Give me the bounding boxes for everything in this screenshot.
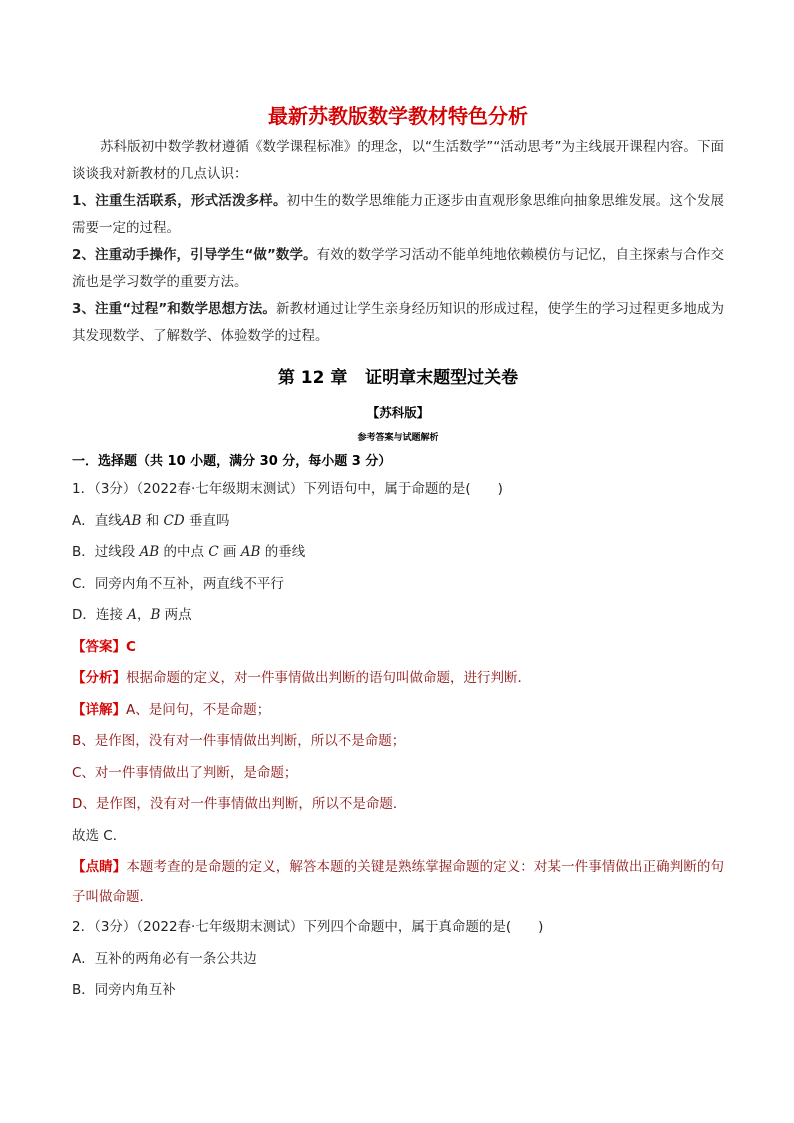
question-1-option-c: C．同旁内角不互补，两直线不平行 <box>72 575 284 592</box>
question-2-stem: 2．（3分）（2022春·七年级期末测试）下列四个命题中，属于真命题的是( ) <box>72 919 544 935</box>
detail-line: A、是问句，不是命题； <box>126 701 271 718</box>
section-heading: 一．选择题（共 10 小题，满分 30 分，每小题 3 分） <box>72 454 392 469</box>
comment-text: 本题考查的是命题的定义，解答本题的关键是熟练掌握命题的定义：对某一件事情做出正确判断的句子叫做命题． <box>72 859 725 905</box>
math-symbol: AB <box>121 512 142 529</box>
question-1-choice: 故选 C． <box>72 827 127 844</box>
question-1-analysis <box>72 663 724 695</box>
detail-line: B、是作图，没有对一件事情做出判断，所以不是命题； <box>72 733 406 749</box>
option-d-text: 两点 <box>160 607 192 623</box>
question-1-option-d <box>72 600 724 632</box>
detail-line: C、对一件事情做出了判断，是命题； <box>72 764 298 781</box>
question-1-answer <box>72 632 724 664</box>
question-2-option-a: A．互补的两角必有一条公共边 <box>72 950 257 967</box>
option-b-text: 的垂线 <box>260 544 306 560</box>
option-a-text: 垂直吗 <box>184 512 230 529</box>
option-d-text: D．连接 <box>72 607 128 623</box>
edition-label: 【苏科版】 <box>366 405 430 420</box>
intro-point-2-body: 有效的数学学习活动不能单纯地依赖模仿与记忆，自主探索与合作交流也是学习数学的重要方法。 <box>72 247 725 290</box>
question-1-option-a <box>72 506 724 538</box>
analysis-text: 根据命题的定义，对一件事情做出判断的语句叫做命题，进行判断． <box>126 670 531 686</box>
option-a-text: 和 <box>141 512 164 529</box>
option-d-text: ， <box>136 607 151 623</box>
question-1-option-b <box>72 537 724 569</box>
intro-point-3-lead: 3、注重“过程”和数学思想方法。 <box>72 301 276 317</box>
math-symbol: A <box>127 607 137 623</box>
option-a-text: A．直线 <box>72 512 122 529</box>
intro-point-2 <box>72 242 724 296</box>
intro-point-1 <box>72 188 724 242</box>
answer-value: C <box>126 638 136 655</box>
page-title: 最新苏教版数学教材特色分析 <box>268 104 528 128</box>
answer-key-subtitle: 参考答案与试题解析 <box>357 433 439 443</box>
question-1-comment <box>72 852 724 912</box>
detail-tag: 【详解】 <box>72 701 126 718</box>
option-b-text: B．过线段 <box>72 544 140 560</box>
document-page <box>72 98 724 1007</box>
intro-point-3-body: 新教材通过让学生亲身经历知识的形成过程，使学生的学习过程更多地成为其发现数学、了解数学、体验数学的过程。 <box>72 301 725 344</box>
intro-paragraph: 苏科版初中数学教材遵循《数学课程标准》的理念，以“生活数学”“活动思考”为主线展开课程内容。下面谈谈我对新教材的几点认识： <box>72 139 724 182</box>
math-symbol: B <box>150 607 161 623</box>
math-symbol: AB <box>240 544 261 560</box>
intro-point-2-lead: 2、注重动手操作，引导学生“做”数学。 <box>72 247 317 263</box>
math-symbol: C <box>208 544 219 560</box>
detail-line: D、是作图，没有对一件事情做出判断，所以不是命题． <box>72 796 407 812</box>
analysis-tag: 【分析】 <box>72 670 126 686</box>
question-1-detail <box>72 695 724 727</box>
math-symbol: CD <box>163 512 185 529</box>
intro-point-1-body: 初中生的数学思维能力正逐步由直观形象思维向抽象思维发展。这个发展需要一定的过程。 <box>72 193 724 236</box>
chapter-title: 第 12 章 证明章末题型过关卷 <box>277 368 519 388</box>
math-symbol: AB <box>139 544 160 560</box>
question-2-option-b: B．同旁内角互补 <box>72 982 176 998</box>
option-b-text: 画 <box>218 544 241 560</box>
option-b-text: 的中点 <box>159 544 209 560</box>
answer-tag: 【答案】 <box>72 638 126 655</box>
intro-point-1-lead: 1、注重生活联系，形式活泼多样。 <box>72 193 287 209</box>
intro-point-3 <box>72 296 724 350</box>
question-1-stem: 1．（3分）（2022春·七年级期末测试）下列语句中，属于命题的是( ) <box>72 481 503 497</box>
comment-tag: 【点睛】 <box>72 859 127 875</box>
